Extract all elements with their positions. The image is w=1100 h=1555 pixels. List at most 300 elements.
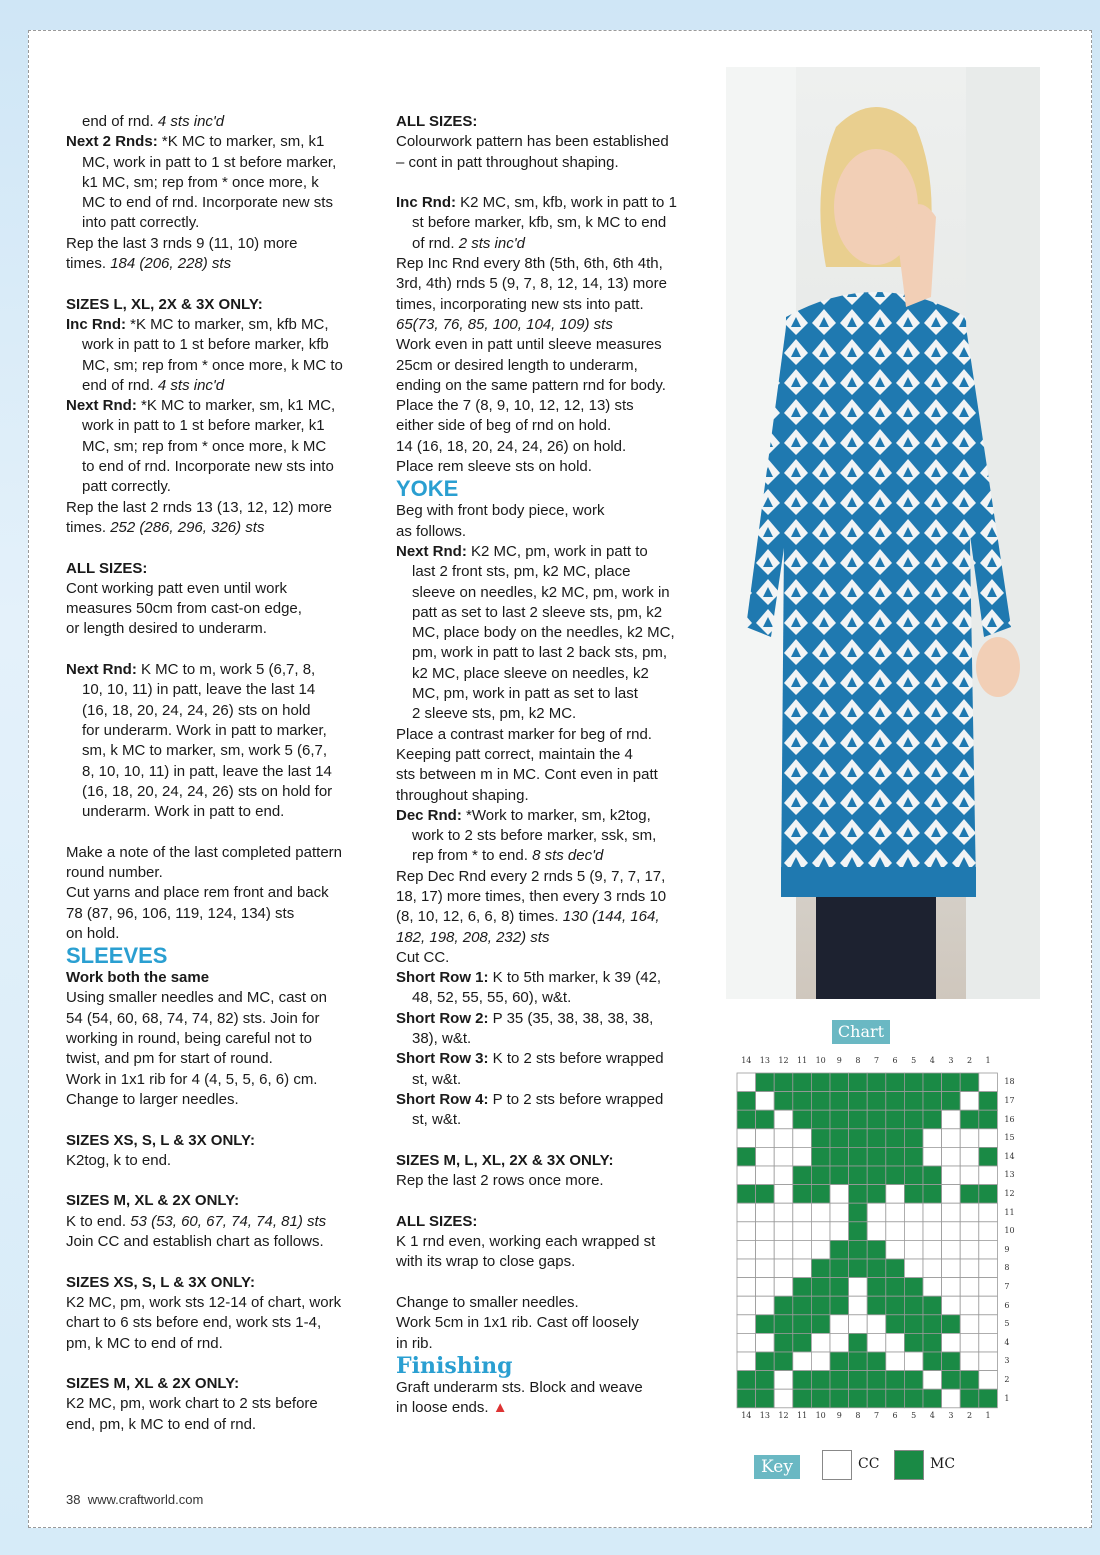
text: MC to end of rnd. Incorporate new sts <box>82 194 333 212</box>
chart-cell-mc <box>904 1129 923 1148</box>
chart-cell-mc <box>979 1110 998 1129</box>
text: times. <box>66 255 111 273</box>
text: working in round, being careful not to <box>66 1030 312 1048</box>
chart-cell-mc <box>849 1371 868 1390</box>
chart-cell-mc <box>904 1333 923 1352</box>
cc-label: CC <box>858 1456 880 1472</box>
text: st, w&t. <box>412 1111 462 1129</box>
text: 4 sts inc'd <box>157 113 225 130</box>
chart-cell-cc <box>774 1166 793 1185</box>
chart-cell-cc <box>737 1240 756 1259</box>
column-number: 8 <box>855 1056 861 1065</box>
text: *K MC to marker, sm, kfb MC, <box>126 315 329 333</box>
chart-cell-mc <box>867 1371 886 1390</box>
chart-cell-mc <box>867 1278 886 1297</box>
column-left <box>66 112 382 1435</box>
section-heading: SIZES XS, S, L & 3X ONLY: <box>66 1131 255 1149</box>
text: 130 (144, 164, <box>562 908 660 926</box>
chart-cell-mc <box>811 1110 830 1129</box>
section-heading: SIZES L, XL, 2X & 3X ONLY: <box>66 295 263 313</box>
text: 53 (53, 60, 67, 74, 74, 81) sts <box>130 1212 327 1230</box>
chart-cell-cc <box>756 1259 775 1278</box>
text: (16, 18, 20, 24, 24, 26) sts on hold for <box>82 782 333 800</box>
chart-cell-mc <box>886 1110 905 1129</box>
label: Short Row 2: <box>396 1009 489 1027</box>
row-number: 8 <box>1004 1263 1010 1273</box>
text: underarm. Work in patt to end. <box>82 803 285 821</box>
chart-cell-mc <box>830 1129 849 1148</box>
text: 8 sts dec'd <box>532 847 604 865</box>
chart-cell-cc <box>811 1240 830 1259</box>
chart-cell-cc <box>942 1222 961 1241</box>
chart-cell-mc <box>756 1371 775 1390</box>
chart-cell-mc <box>811 1389 830 1408</box>
section-heading: ALL SIZES: <box>66 559 148 577</box>
chart-cell-mc <box>830 1259 849 1278</box>
column-number: 4 <box>929 1056 935 1065</box>
chart-cell-cc <box>867 1333 886 1352</box>
column-number: 13 <box>759 1056 770 1065</box>
chart-cell-mc <box>979 1389 998 1408</box>
chart-cell-mc <box>830 1371 849 1390</box>
chart-cell-cc <box>886 1352 905 1371</box>
chart-cell-mc <box>737 1389 756 1408</box>
chart-cell-mc <box>774 1352 793 1371</box>
chart-cell-mc <box>774 1333 793 1352</box>
chart-cell-mc <box>793 1110 812 1129</box>
chart-cell-cc <box>737 1203 756 1222</box>
chart-cell-mc <box>886 1166 905 1185</box>
text: MC, pm, work in patt as set to last <box>412 685 638 703</box>
chart-cell-cc <box>979 1333 998 1352</box>
text: Make a note of the last completed pattern <box>66 843 342 861</box>
text: Rep Inc Rnd every 8th (5th, 6th, 6th 4th, <box>396 255 663 273</box>
chart-cell-cc <box>811 1352 830 1371</box>
chart-cell-mc <box>923 1333 942 1352</box>
chart-cell-cc <box>737 1222 756 1241</box>
text: ending on the same pattern rnd for body. <box>396 376 666 394</box>
text: patt as set to last 2 sleeve sts, pm, k2 <box>412 603 663 621</box>
chart-cell-cc <box>960 1240 979 1259</box>
chart-cell-mc <box>849 1222 868 1241</box>
column-number: 12 <box>778 1410 789 1420</box>
chart-cell-cc <box>756 1092 775 1111</box>
text: round number. <box>66 863 163 881</box>
text: in loose ends. <box>396 1399 489 1417</box>
chart-cell-cc <box>942 1147 961 1166</box>
text: measures 50cm from cast-on edge, <box>66 600 302 618</box>
chart-cell-mc <box>886 1259 905 1278</box>
chart-cell-cc <box>979 1352 998 1371</box>
column-number: 2 <box>966 1056 973 1065</box>
chart-cell-cc <box>793 1259 812 1278</box>
chart-cell-mc <box>849 1129 868 1148</box>
chart-cell-cc <box>811 1222 830 1241</box>
column-number: 11 <box>797 1410 808 1420</box>
chart-cell-mc <box>849 1240 868 1259</box>
chart-cell-mc <box>849 1147 868 1166</box>
text: K 1 rnd even, working each wrapped st <box>396 1233 656 1251</box>
chart-cell-cc <box>849 1315 868 1334</box>
chart-cell-mc <box>904 1185 923 1204</box>
text: k2 MC, place sleeve on needles, k2 <box>412 664 649 682</box>
chart-cell-mc <box>886 1371 905 1390</box>
text: sleeve on needles, k2 MC, pm, work in <box>412 583 670 601</box>
section-heading: ALL SIZES: <box>396 1212 478 1230</box>
finishing-heading: Finishing <box>396 1352 513 1379</box>
text: Cont working patt even until work <box>66 579 287 597</box>
chart-cell-mc <box>904 1166 923 1185</box>
column-number: 9 <box>836 1056 842 1065</box>
chart-cell-mc <box>756 1073 775 1092</box>
column-number: 6 <box>892 1410 898 1420</box>
chart-cell-cc <box>756 1203 775 1222</box>
chart-cell-mc <box>849 1203 868 1222</box>
chart-cell-mc <box>867 1296 886 1315</box>
text: as follows. <box>396 522 467 540</box>
chart-cell-cc <box>942 1185 961 1204</box>
chart-cell-mc <box>849 1092 868 1111</box>
chart-cell-mc <box>774 1073 793 1092</box>
text: Work 5cm in 1x1 rib. Cast off loosely <box>396 1314 639 1332</box>
text: 65(73, 76, 85, 100, 104, 109) sts <box>396 315 613 333</box>
column-number: 11 <box>797 1056 808 1065</box>
chart-cell-mc <box>886 1092 905 1111</box>
chart-cell-cc <box>960 1222 979 1241</box>
text: Beg with front body piece, work <box>396 502 605 520</box>
column-number: 10 <box>815 1410 826 1420</box>
chart-cell-cc <box>756 1147 775 1166</box>
row-number: 11 <box>1004 1207 1015 1217</box>
chart-cell-mc <box>737 1092 756 1111</box>
chart-cell-cc <box>923 1259 942 1278</box>
chart-cell-cc <box>756 1296 775 1315</box>
text: K2tog, k to end. <box>66 1151 172 1169</box>
chart-cell-cc <box>979 1278 998 1297</box>
chart-cell-cc <box>979 1129 998 1148</box>
chart-cell-mc <box>886 1315 905 1334</box>
chart-cell-mc <box>830 1352 849 1371</box>
page-number: 38 <box>66 1492 81 1507</box>
text: Work even in patt until sleeve measures <box>396 336 662 354</box>
page-footer <box>66 1492 203 1507</box>
chart-cell-cc <box>756 1240 775 1259</box>
column-number: 4 <box>929 1410 935 1420</box>
chart-cell-mc <box>793 1073 812 1092</box>
colourwork-chart <box>736 1072 998 1409</box>
row-number: 18 <box>1004 1077 1015 1087</box>
chart-cell-cc <box>942 1240 961 1259</box>
text: 10, 10, 11) in patt, leave the last 14 <box>82 681 316 699</box>
chart-cell-mc <box>793 1185 812 1204</box>
chart-cell-mc <box>942 1352 961 1371</box>
chart-cell-mc <box>867 1352 886 1371</box>
text: K2 MC, pm, work in patt to <box>466 542 648 560</box>
chart-cell-mc <box>960 1110 979 1129</box>
subheading: Work both the same <box>66 969 210 987</box>
chart-cell-cc <box>737 1166 756 1185</box>
chart-cell-cc <box>793 1222 812 1241</box>
text: 2 sleeve sts, pm, k2 MC. <box>412 705 577 723</box>
section-heading: SIZES M, XL & 2X ONLY: <box>66 1375 240 1393</box>
chart-cell-cc <box>774 1259 793 1278</box>
mc-swatch <box>894 1450 924 1480</box>
column-number: 5 <box>911 1410 917 1420</box>
chart-cell-cc <box>979 1240 998 1259</box>
chart-cell-mc <box>867 1092 886 1111</box>
chart-cell-cc <box>979 1166 998 1185</box>
row-number: 16 <box>1004 1114 1015 1124</box>
chart-cell-mc <box>849 1333 868 1352</box>
chart-cell-cc <box>960 1203 979 1222</box>
text: K2 MC, sm, kfb, work in patt to 1 <box>456 194 677 212</box>
chart-cell-mc <box>867 1073 886 1092</box>
text: Rep the last 2 rows once more. <box>396 1172 604 1190</box>
text: MC, sm; rep from * once more, k MC to <box>82 356 343 374</box>
chart-cell-mc <box>960 1371 979 1390</box>
chart-cell-mc <box>811 1315 830 1334</box>
text: 184 (206, 228) sts <box>110 255 232 273</box>
chart-cell-mc <box>793 1371 812 1390</box>
chart-cell-cc <box>923 1278 942 1297</box>
row-number: 5 <box>1004 1319 1010 1329</box>
chart-cell-cc <box>979 1259 998 1278</box>
chart-cell-cc <box>979 1073 998 1092</box>
chart-cell-mc <box>960 1389 979 1408</box>
chart-cell-cc <box>904 1203 923 1222</box>
chart-cell-mc <box>830 1278 849 1297</box>
text: P to 2 sts before wrapped <box>488 1090 664 1108</box>
text: K to 2 sts before wrapped <box>488 1050 664 1068</box>
row-number: 14 <box>1004 1151 1015 1161</box>
text: twist, and pm for start of round. <box>66 1050 273 1068</box>
text: 182, 198, 208, 232) sts <box>396 928 550 946</box>
chart-cell-mc <box>737 1110 756 1129</box>
photo-illustration <box>726 67 1040 999</box>
chart-cell-mc <box>811 1073 830 1092</box>
text: K MC to m, work 5 (6,7, 8, <box>136 661 316 679</box>
chart-cell-cc <box>793 1147 812 1166</box>
chart-cell-mc <box>849 1352 868 1371</box>
chart-cell-mc <box>811 1129 830 1148</box>
chart-cell-cc <box>904 1259 923 1278</box>
chart-cell-mc <box>849 1259 868 1278</box>
text: K to end. <box>66 1212 131 1230</box>
chart-cell-mc <box>886 1296 905 1315</box>
chart-cell-mc <box>886 1147 905 1166</box>
label: Short Row 3: <box>396 1050 489 1068</box>
chart-cell-mc <box>904 1371 923 1390</box>
chart-cell-cc <box>979 1203 998 1222</box>
chart-cell-mc <box>830 1073 849 1092</box>
chart-cell-cc <box>979 1296 998 1315</box>
text: K2 MC, pm, work sts 12-14 of chart, work <box>66 1293 342 1311</box>
text: work in patt to 1 st before marker, k1 <box>82 417 325 435</box>
chart-cell-mc <box>756 1315 775 1334</box>
chart-cell-mc <box>793 1166 812 1185</box>
chart-cell-mc <box>904 1296 923 1315</box>
chart-cell-mc <box>830 1296 849 1315</box>
chart-cell-cc <box>923 1203 942 1222</box>
chart-title: Chart <box>832 1020 890 1044</box>
chart-cell-cc <box>737 1352 756 1371</box>
column-number: 12 <box>778 1056 789 1065</box>
text: MC, work in patt to 1 st before marker, <box>82 153 337 171</box>
row-number: 6 <box>1004 1300 1010 1310</box>
chart-cell-mc <box>867 1129 886 1148</box>
chart-cell-mc <box>793 1333 812 1352</box>
sleeves-heading: SLEEVES <box>66 943 168 969</box>
text: *K MC to marker, sm, k1 MC, <box>136 397 336 415</box>
chart-cell-cc <box>923 1371 942 1390</box>
text: st, w&t. <box>412 1070 462 1088</box>
chart-cell-cc <box>774 1129 793 1148</box>
chart-cell-cc <box>960 1333 979 1352</box>
chart-cell-mc <box>849 1389 868 1408</box>
text: 3rd, 4th) rnds 5 (9, 7, 8, 12, 14, 13) more <box>396 275 667 293</box>
chart-cell-cc <box>923 1129 942 1148</box>
text: patt correctly. <box>82 478 171 496</box>
text: either side of beg of rnd on hold. <box>396 417 612 435</box>
text: 25cm or desired length to underarm, <box>396 356 638 374</box>
chart-cell-mc <box>756 1389 775 1408</box>
chart-cell-mc <box>737 1147 756 1166</box>
label: Next Rnd: <box>66 661 137 679</box>
chart-cell-mc <box>811 1296 830 1315</box>
row-number: 7 <box>1004 1281 1010 1291</box>
chart-cell-mc <box>904 1073 923 1092</box>
text: Rep the last 2 rnds 13 (13, 12, 12) more <box>66 498 332 516</box>
chart-cell-cc <box>737 1129 756 1148</box>
text: 18, 17) more times, then every 3 rnds 10 <box>396 887 667 905</box>
chart-cell-cc <box>756 1222 775 1241</box>
text: P 35 (35, 38, 38, 38, 38, <box>488 1009 654 1027</box>
text: Place a contrast marker for beg of rnd. <box>396 725 652 743</box>
text: or length desired to underarm. <box>66 620 267 638</box>
chart-cell-mc <box>923 1092 942 1111</box>
text: 38), w&t. <box>412 1030 472 1048</box>
chart-cell-mc <box>756 1185 775 1204</box>
chart-cell-mc <box>904 1147 923 1166</box>
chart-cell-mc <box>830 1389 849 1408</box>
text: K to 5th marker, k 39 (42, <box>488 969 662 987</box>
text: in rib. <box>396 1334 433 1352</box>
text: Rep the last 3 rnds 9 (11, 10) more <box>66 234 298 252</box>
chart-cell-mc <box>830 1240 849 1259</box>
text: Rep Dec Rnd every 2 rnds 5 (9, 7, 7, 17, <box>396 867 666 885</box>
column-number: 3 <box>948 1056 954 1065</box>
label: Inc Rnd: <box>396 194 456 212</box>
chart-cell-cc <box>960 1147 979 1166</box>
text: times, incorporating new sts into patt. <box>396 295 644 313</box>
chart-cell-cc <box>979 1222 998 1241</box>
chart-cell-cc <box>774 1240 793 1259</box>
chart-cell-cc <box>960 1166 979 1185</box>
chart-cell-mc <box>774 1315 793 1334</box>
chart-cell-cc <box>979 1371 998 1390</box>
chart-cell-mc <box>811 1278 830 1297</box>
website-link[interactable]: www.craftworld.com <box>87 1492 204 1507</box>
chart-cell-mc <box>849 1110 868 1129</box>
text: Cut CC. <box>396 948 450 966</box>
column-number: 14 <box>741 1056 752 1065</box>
row-number: 4 <box>1004 1337 1010 1347</box>
text: Colourwork pattern has been established <box>396 133 669 151</box>
chart-cell-mc <box>923 1110 942 1129</box>
section-heading: ALL SIZES: <box>396 113 478 130</box>
chart-cell-cc <box>737 1259 756 1278</box>
row-number: 2 <box>1004 1374 1010 1384</box>
chart-cell-cc <box>960 1296 979 1315</box>
text: *Work to marker, sm, k2tog, <box>461 806 651 824</box>
chart-cell-cc <box>756 1278 775 1297</box>
chart-cell-cc <box>811 1333 830 1352</box>
chart-cell-mc <box>811 1371 830 1390</box>
column-number: 13 <box>759 1410 770 1420</box>
chart-cell-mc <box>737 1371 756 1390</box>
chart-cell-mc <box>756 1352 775 1371</box>
chart-cell-cc <box>830 1315 849 1334</box>
hat-icon: ▲ <box>492 1399 508 1417</box>
text: to end of rnd. Incorporate new sts into <box>82 458 334 476</box>
chart-cell-cc <box>774 1185 793 1204</box>
chart-cell-mc <box>886 1389 905 1408</box>
text: Place the 7 (8, 9, 10, 12, 12, 13) sts <box>396 397 634 415</box>
label: Short Row 1: <box>396 969 489 987</box>
chart-cell-mc <box>960 1073 979 1092</box>
text: 4 sts inc'd <box>157 376 225 394</box>
sweater-photo <box>726 67 1040 999</box>
chart-cell-mc <box>849 1073 868 1092</box>
chart-cell-cc <box>867 1203 886 1222</box>
chart-cell-mc <box>793 1315 812 1334</box>
column-number: 1 <box>985 1410 991 1420</box>
mc-label: MC <box>930 1456 956 1472</box>
text: sts between m in MC. Cont even in patt <box>396 766 658 784</box>
chart-cell-mc <box>979 1092 998 1111</box>
chart-cell-cc <box>830 1203 849 1222</box>
chart-cell-mc <box>942 1315 961 1334</box>
chart-cell-cc <box>774 1278 793 1297</box>
text: Join CC and establish chart as follows. <box>66 1233 324 1251</box>
chart-cell-mc <box>867 1259 886 1278</box>
chart-cell-mc <box>756 1110 775 1129</box>
chart-cell-cc <box>942 1203 961 1222</box>
text: 54 (54, 60, 68, 74, 74, 82) sts. Join for <box>66 1009 320 1027</box>
text: 48, 52, 55, 55, 60), w&t. <box>412 989 572 1007</box>
text: pm, k MC to end of rnd. <box>66 1334 223 1352</box>
chart-cell-mc <box>811 1185 830 1204</box>
chart-cell-mc <box>830 1166 849 1185</box>
chart-cell-cc <box>923 1147 942 1166</box>
column-number: 2 <box>966 1410 973 1420</box>
chart-cell-mc <box>830 1092 849 1111</box>
chart-cell-cc <box>867 1315 886 1334</box>
chart-cell-mc <box>923 1315 942 1334</box>
chart-cell-mc <box>793 1389 812 1408</box>
chart-cell-mc <box>923 1296 942 1315</box>
column-number: 5 <box>911 1056 917 1065</box>
chart-cell-cc <box>737 1296 756 1315</box>
label: Next Rnd: <box>66 397 137 415</box>
chart-cell-cc <box>886 1333 905 1352</box>
text: end of rnd. <box>82 113 158 130</box>
row-number: 1 <box>1004 1393 1010 1403</box>
text: end of rnd. <box>82 376 158 394</box>
chart-cell-mc <box>904 1315 923 1334</box>
chart-cell-cc <box>942 1259 961 1278</box>
text: k1 MC, sm; rep from * once more, k <box>82 173 319 191</box>
